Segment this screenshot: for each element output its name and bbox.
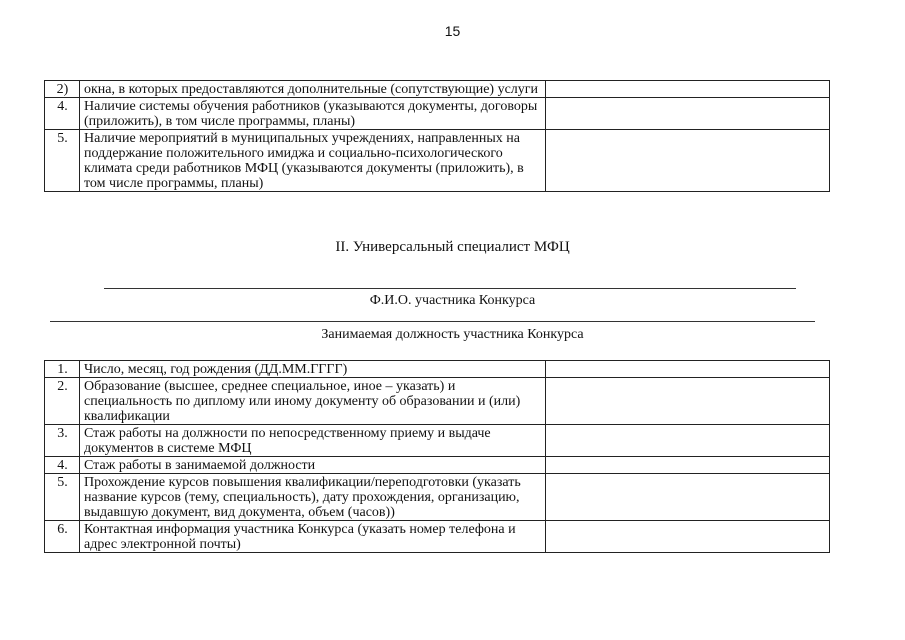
criteria-table (44, 80, 830, 192)
position-caption: Занимаемая должность участника Конкурса (321, 327, 584, 342)
table-row (45, 521, 830, 553)
row-number: 2) (45, 81, 80, 98)
row-number: 4. (45, 98, 80, 130)
row-number: 3. (45, 425, 80, 457)
row-number: 4. (45, 457, 80, 474)
position-fill-line[interactable] (50, 321, 815, 322)
row-answer-cell[interactable] (546, 378, 830, 425)
row-label: Стаж работы на должности по непосредственному приему и выдаче документов в системе МФЦ (80, 425, 546, 457)
row-label: Число, месяц, год рождения (ДД.ММ.ГГГГ) (80, 361, 546, 378)
row-answer-cell[interactable] (546, 98, 830, 130)
row-label: Наличие системы обучения работников (указываются документы, договоры (приложить), в том числе программы, планы) (80, 98, 546, 130)
row-label: Образование (высшее, среднее специальное, иное – указать) и специальность по диплому или иному документу об образовании и (или) квалификации (80, 378, 546, 425)
row-label: Наличие мероприятий в муниципальных учреждениях, направленных на поддержание положительного имиджа и социально-психологического климата среди работников МФЦ (указываются документы (приложить), в том числе программы, планы) (80, 130, 546, 192)
page-number: 15 (444, 23, 461, 39)
table-row (45, 361, 830, 378)
table-row (45, 81, 830, 98)
fio-fill-line[interactable] (104, 288, 796, 289)
row-label: Контактная информация участника Конкурса (указать номер телефона и адрес электронной почты) (80, 521, 546, 553)
row-number: 5. (45, 130, 80, 192)
section-heading: II. Универсальный специалист МФЦ (335, 239, 570, 255)
table-row (45, 457, 830, 474)
row-answer-cell[interactable] (546, 457, 830, 474)
row-number: 1. (45, 361, 80, 378)
row-label: окна, в которых предоставляются дополнительные (сопутствующие) услуги (80, 81, 546, 98)
table-row (45, 98, 830, 130)
participant-info-table (44, 360, 830, 553)
row-answer-cell[interactable] (546, 130, 830, 192)
row-label: Стаж работы в занимаемой должности (80, 457, 546, 474)
row-answer-cell[interactable] (546, 361, 830, 378)
row-number: 2. (45, 378, 80, 425)
row-number: 5. (45, 474, 80, 521)
table-row (45, 378, 830, 425)
table-row (45, 425, 830, 457)
row-answer-cell[interactable] (546, 474, 830, 521)
row-number: 6. (45, 521, 80, 553)
row-answer-cell[interactable] (546, 81, 830, 98)
row-answer-cell[interactable] (546, 425, 830, 457)
row-answer-cell[interactable] (546, 521, 830, 553)
table-row (45, 474, 830, 521)
fio-caption: Ф.И.О. участника Конкурса (369, 293, 536, 308)
table-row (45, 130, 830, 192)
row-label: Прохождение курсов повышения квалификации/переподготовки (указать название курсов (тему, специальность), дату прохождения, организацию, выдавшую документ, вид документа, объем (часов)) (80, 474, 546, 521)
